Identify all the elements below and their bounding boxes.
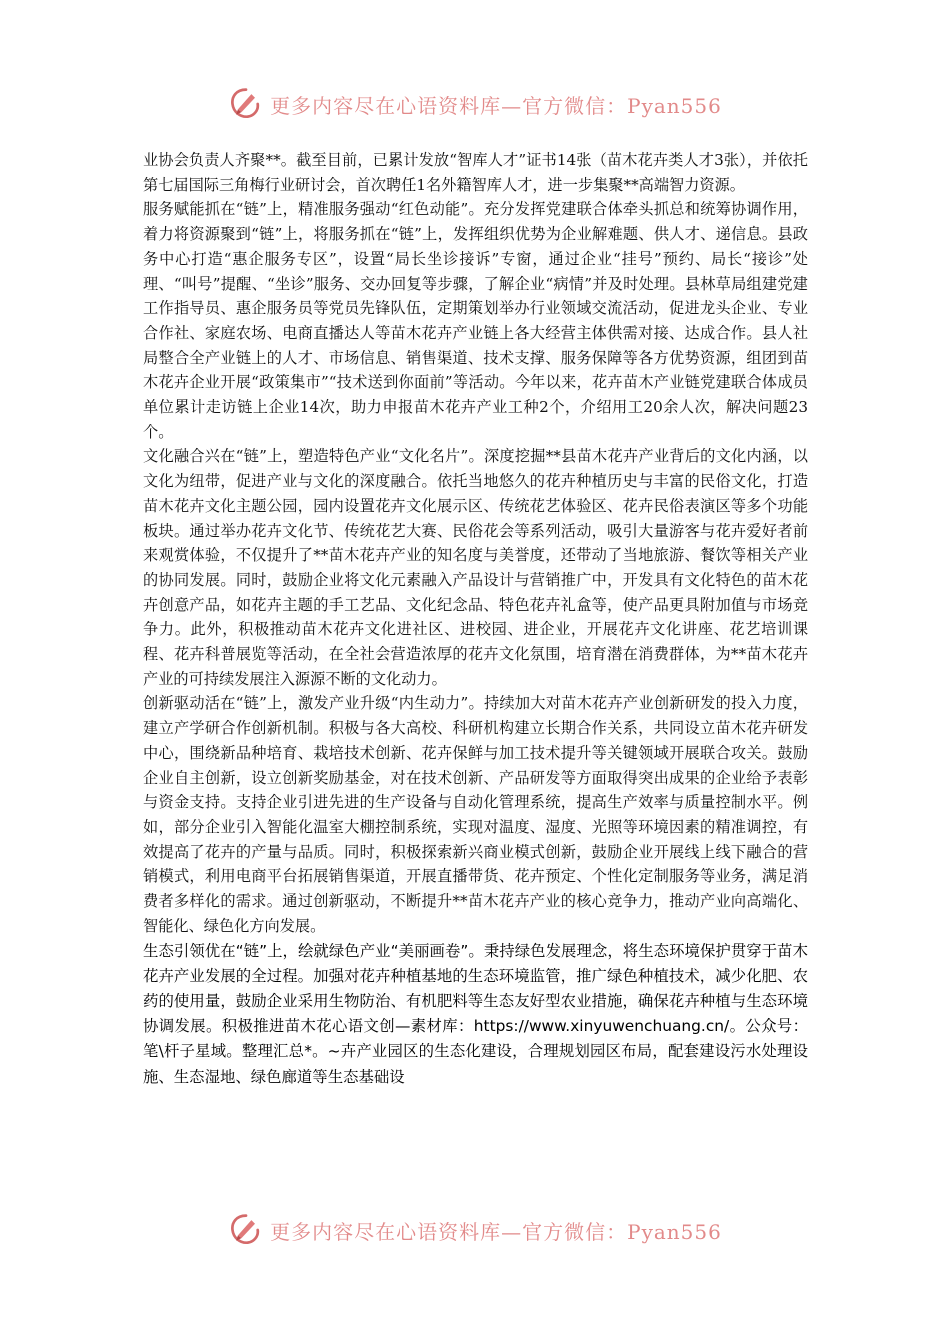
header-watermark-banner [0, 84, 950, 124]
pen-swirl-logo-icon [228, 86, 264, 122]
footer-watermark-banner [0, 1210, 950, 1250]
banner-text: 更多内容尽在心语资料库—官方微信：Pyan556 [270, 93, 722, 118]
document-body [143, 148, 808, 1090]
pen-swirl-logo-icon [228, 1212, 264, 1248]
paragraph-service: 服务赋能抓在“链”上，精准服务强动“红色动能”。充分发挥党建联合体牵头抓总和统筹协调作用，着力将资源聚到“链”上，将服务抓在“链”上，发挥组织优势为企业解难题、供人才、递信息。县政务中心打造“惠企服务专区”，设置“局长坐诊接诉”专窗，通过企业“挂号”预约、局长“接诊”处理、“叫号”提醒、“坐诊”服务、交办回复等步骤，了解企业“病情”并及时处理。县林草局组建党建工作指导员、惠企服务员等党员先锋队伍，定期策划举办行业领域交流活动，促进龙头企业、专业合作社、家庭农场、电商直播达人等苗木花卉产业链上各大经营主体供需对接、达成合作。县人社局整合全产业链上的人才、市场信息、销售渠道、技术支撑、服务保障等各方优势资源，组团到苗木花卉企业开展“政策集市”“技术送到你面前”等活动。今年以来，花卉苗木产业链党建联合体成员单位累计走访链上企业14次，助力申报苗木花卉产业工种2个，介绍用工20余人次，解决问题23个。 [143, 200, 808, 441]
paragraph-ecology: 生态引领优在“链”上，绘就绿色产业“美丽画卷”。秉持绿色发展理念，将生态环境保护贯穿于苗木花卉产业发展的全过程。加强对花卉种植基地的生态环境监管，推广绿色种植技术，减少化肥、农药的使用量，鼓励企业采用生物防治、有机肥料等生态友好型农业措施，确保花卉种植与生态环境协调发展。积极推进苗木花心语文创—素材库：https://www.xinyuwenchuang.cn/。公众号：笔\杆子星域。整理汇总*。~卉产业园区的生态化建设，合理规划园区布局，配套建设污水处理设施、生态湿地、绿色廊道等生态基础设 [143, 941, 808, 1086]
banner-text: 更多内容尽在心语资料库—官方微信：Pyan556 [270, 1219, 722, 1244]
paragraph-innovation: 创新驱动活在“链”上，激发产业升级“内生动力”。持续加大对苗木花卉产业创新研发的投入力度，建立产学研合作创新机制。积极与各大高校、科研机构建立长期合作关系，共同设立苗木花卉研发中心，围绕新品种培育、栽培技术创新、花卉保鲜与加工技术提升等关键领域开展联合攻关。鼓励企业自主创新，设立创新奖励基金，对在技术创新、产品研发等方面取得突出成果的企业给予表彰与资金支持。支持企业引进先进的生产设备与自动化管理系统，提高生产效率与质量控制水平。例如，部分企业引入智能化温室大棚控制系统，实现对温度、湿度、光照等环境因素的精准调控，有效提高了花卉的产量与品质。同时，积极探索新兴商业模式创新，鼓励企业开展线上线下融合的营销模式，利用电商平台拓展销售渠道，开展直播带货、花卉预定、个性化定制服务等业务，满足消费者多样化的需求。通过创新驱动，不断提升**苗木花卉产业的核心竞争力，推动产业向高端化、智能化、绿色化方向发展。 [143, 694, 808, 935]
paragraph-talent: 业协会负责人齐聚**。截至目前，已累计发放“智库人才”证书14张（苗木花卉类人才3张），并依托第七届国际三角梅行业研讨会，首次聘任1名外籍智库人才，进一步集聚**高端智力资源。 [143, 151, 808, 194]
paragraph-culture: 文化融合兴在“链”上，塑造特色产业“文化名片”。深度挖掘**县苗木花卉产业背后的文化内涵，以文化为纽带，促进产业与文化的深度融合。依托当地悠久的花卉种植历史与丰富的民俗文化，打造苗木花卉文化主题公园，园内设置花卉文化展示区、传统花艺体验区、花卉民俗表演区等多个功能板块。通过举办花卉文化节、传统花艺大赛、民俗花会等系列活动，吸引大量游客与花卉爱好者前来观赏体验，不仅提升了**苗木花卉产业的知名度与美誉度，还带动了当地旅游、餐饮等相关产业的协同发展。同时，鼓励企业将文化元素融入产品设计与营销推广中，开发具有文化特色的苗木花卉创意产品，如花卉主题的手工艺品、文化纪念品、特色花卉礼盒等，使产品更具附加值与市场竞争力。此外，积极推动苗木花卉文化进社区、进校园、进企业，开展花卉文化讲座、花艺培训课程、花卉科普展览等活动，在全社会营造浓厚的花卉文化氛围，培育潜在消费群体，为**苗木花卉产业的可持续发展注入源源不断的文化动力。 [143, 447, 808, 688]
